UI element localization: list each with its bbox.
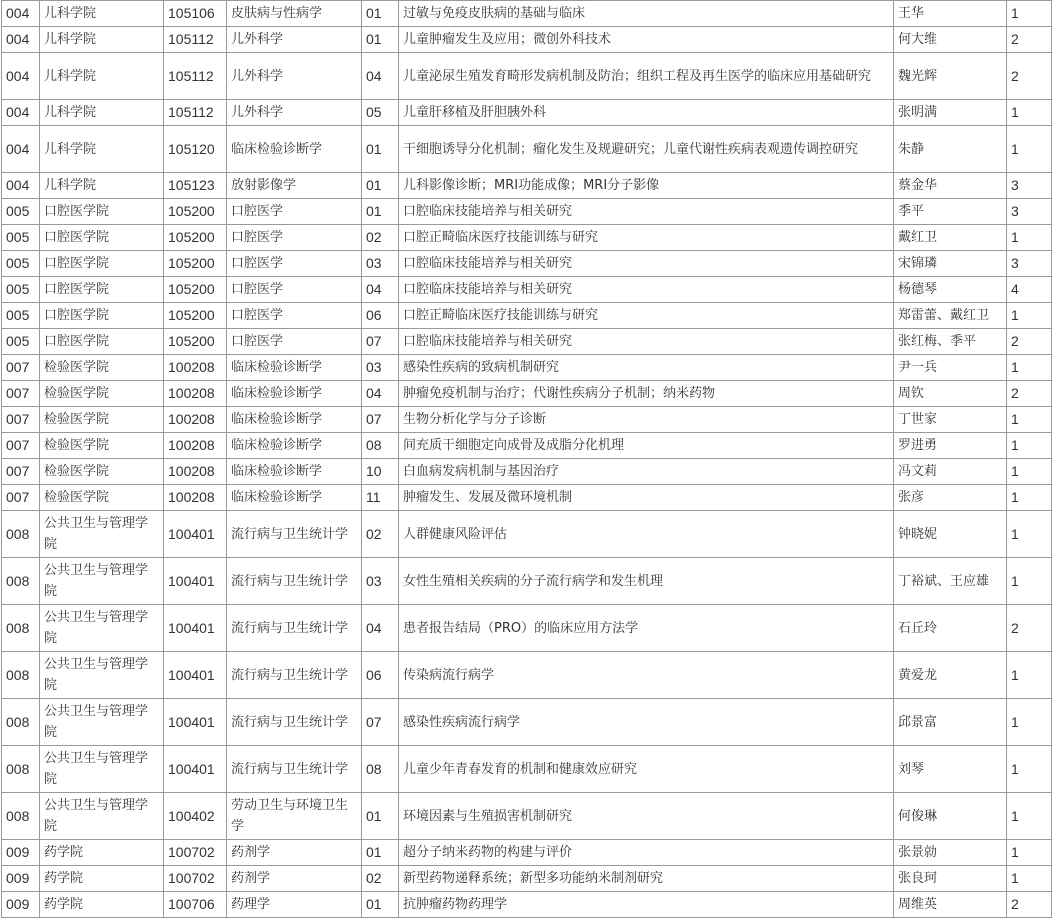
major-name-cell: 皮肤病与性病学 xyxy=(227,1,362,27)
quota-cell: 1 xyxy=(1007,433,1052,459)
supervisor-cell: 何俊琳 xyxy=(894,793,1007,840)
major-code-cell: 100208 xyxy=(164,485,227,511)
major-name-cell: 临床检验诊断学 xyxy=(227,126,362,173)
major-code-cell: 100702 xyxy=(164,866,227,892)
college-code-cell: 008 xyxy=(2,652,40,699)
major-name-cell: 流行病与卫生统计学 xyxy=(227,652,362,699)
quota-cell: 1 xyxy=(1007,793,1052,840)
research-direction-cell: 抗肿瘤药物药理学 xyxy=(399,892,894,918)
research-direction-cell: 感染性疾病流行病学 xyxy=(399,699,894,746)
major-code-cell: 105123 xyxy=(164,173,227,199)
quota-cell: 2 xyxy=(1007,27,1052,53)
major-code-cell: 105200 xyxy=(164,199,227,225)
major-name-cell: 口腔医学 xyxy=(227,199,362,225)
major-name-cell: 临床检验诊断学 xyxy=(227,485,362,511)
quota-cell: 1 xyxy=(1007,485,1052,511)
college-code-cell: 007 xyxy=(2,459,40,485)
major-name-cell: 药剂学 xyxy=(227,866,362,892)
research-direction-cell: 口腔临床技能培养与相关研究 xyxy=(399,199,894,225)
college-code-cell: 009 xyxy=(2,866,40,892)
research-direction-cell: 超分子纳米药物的构建与评价 xyxy=(399,840,894,866)
major-code-cell: 100208 xyxy=(164,381,227,407)
table-row xyxy=(2,173,1052,199)
supervisor-cell: 蔡金华 xyxy=(894,173,1007,199)
college-code-cell: 008 xyxy=(2,511,40,558)
college-code-cell: 005 xyxy=(2,199,40,225)
direction-code-cell: 01 xyxy=(362,27,399,53)
college-code-cell: 004 xyxy=(2,126,40,173)
college-name-cell: 检验医学院 xyxy=(40,407,164,433)
quota-cell: 1 xyxy=(1007,699,1052,746)
quota-cell: 2 xyxy=(1007,892,1052,918)
major-name-cell: 临床检验诊断学 xyxy=(227,381,362,407)
major-name-cell: 儿外科学 xyxy=(227,53,362,100)
quota-cell: 1 xyxy=(1007,100,1052,126)
table-row xyxy=(2,459,1052,485)
supervisor-cell: 石丘玲 xyxy=(894,605,1007,652)
major-code-cell: 105200 xyxy=(164,303,227,329)
major-code-cell: 105200 xyxy=(164,277,227,303)
major-name-cell: 放射影像学 xyxy=(227,173,362,199)
table-row xyxy=(2,699,1052,746)
table-row xyxy=(2,558,1052,605)
major-code-cell: 100208 xyxy=(164,407,227,433)
direction-code-cell: 08 xyxy=(362,746,399,793)
direction-code-cell: 01 xyxy=(362,1,399,27)
research-direction-cell: 儿童肝移植及肝胆胰外科 xyxy=(399,100,894,126)
table-row xyxy=(2,485,1052,511)
research-direction-cell: 儿童肿瘤发生及应用；微创外科技术 xyxy=(399,27,894,53)
table-row xyxy=(2,225,1052,251)
research-direction-cell: 儿科影像诊断；MRI功能成像；MRI分子影像 xyxy=(399,173,894,199)
quota-cell: 2 xyxy=(1007,53,1052,100)
research-direction-cell: 肿瘤免疫机制与治疗；代谢性疾病分子机制；纳米药物 xyxy=(399,381,894,407)
major-code-cell: 100401 xyxy=(164,746,227,793)
college-code-cell: 004 xyxy=(2,100,40,126)
college-name-cell: 公共卫生与管理学院 xyxy=(40,699,164,746)
major-name-cell: 流行病与卫生统计学 xyxy=(227,699,362,746)
research-direction-cell: 过敏与免疫皮肤病的基础与临床 xyxy=(399,1,894,27)
quota-cell: 1 xyxy=(1007,1,1052,27)
major-code-cell: 100208 xyxy=(164,433,227,459)
quota-cell: 2 xyxy=(1007,329,1052,355)
direction-code-cell: 01 xyxy=(362,199,399,225)
major-code-cell: 105112 xyxy=(164,53,227,100)
table-row xyxy=(2,1,1052,27)
college-code-cell: 009 xyxy=(2,840,40,866)
supervisor-cell: 周钦 xyxy=(894,381,1007,407)
major-name-cell: 药剂学 xyxy=(227,840,362,866)
table-row xyxy=(2,892,1052,918)
major-name-cell: 临床检验诊断学 xyxy=(227,355,362,381)
research-direction-cell: 口腔正畸临床医疗技能训练与研究 xyxy=(399,303,894,329)
enrollment-table xyxy=(1,0,1052,918)
supervisor-cell: 黄爱龙 xyxy=(894,652,1007,699)
major-code-cell: 100401 xyxy=(164,605,227,652)
table-row xyxy=(2,27,1052,53)
quota-cell: 4 xyxy=(1007,277,1052,303)
college-name-cell: 口腔医学院 xyxy=(40,251,164,277)
college-name-cell: 检验医学院 xyxy=(40,381,164,407)
table-row xyxy=(2,433,1052,459)
college-name-cell: 药学院 xyxy=(40,892,164,918)
major-name-cell: 口腔医学 xyxy=(227,329,362,355)
direction-code-cell: 08 xyxy=(362,433,399,459)
quota-cell: 2 xyxy=(1007,605,1052,652)
major-code-cell: 100208 xyxy=(164,459,227,485)
quota-cell: 1 xyxy=(1007,303,1052,329)
quota-cell: 1 xyxy=(1007,511,1052,558)
major-code-cell: 105200 xyxy=(164,225,227,251)
quota-cell: 3 xyxy=(1007,173,1052,199)
direction-code-cell: 03 xyxy=(362,251,399,277)
direction-code-cell: 04 xyxy=(362,605,399,652)
research-direction-cell: 干细胞诱导分化机制；瘤化发生及规避研究；儿童代谢性疾病表观遗传调控研究 xyxy=(399,126,894,173)
supervisor-cell: 郑雷蕾、戴红卫 xyxy=(894,303,1007,329)
major-code-cell: 105112 xyxy=(164,100,227,126)
quota-cell: 2 xyxy=(1007,381,1052,407)
college-name-cell: 公共卫生与管理学院 xyxy=(40,652,164,699)
supervisor-cell: 刘琴 xyxy=(894,746,1007,793)
research-direction-cell: 患者报告结局（PRO）的临床应用方法学 xyxy=(399,605,894,652)
college-code-cell: 008 xyxy=(2,746,40,793)
direction-code-cell: 05 xyxy=(362,100,399,126)
college-name-cell: 检验医学院 xyxy=(40,459,164,485)
supervisor-cell: 宋锦璘 xyxy=(894,251,1007,277)
major-code-cell: 100706 xyxy=(164,892,227,918)
direction-code-cell: 04 xyxy=(362,277,399,303)
table-row xyxy=(2,511,1052,558)
direction-code-cell: 01 xyxy=(362,173,399,199)
direction-code-cell: 02 xyxy=(362,866,399,892)
college-code-cell: 004 xyxy=(2,1,40,27)
research-direction-cell: 口腔正畸临床医疗技能训练与研究 xyxy=(399,225,894,251)
table-row xyxy=(2,381,1052,407)
college-code-cell: 007 xyxy=(2,381,40,407)
supervisor-cell: 罗进勇 xyxy=(894,433,1007,459)
research-direction-cell: 生物分析化学与分子诊断 xyxy=(399,407,894,433)
college-code-cell: 005 xyxy=(2,277,40,303)
table-row xyxy=(2,251,1052,277)
major-code-cell: 105200 xyxy=(164,251,227,277)
direction-code-cell: 11 xyxy=(362,485,399,511)
direction-code-cell: 03 xyxy=(362,355,399,381)
research-direction-cell: 女性生殖相关疾病的分子流行病学和发生机理 xyxy=(399,558,894,605)
research-direction-cell: 口腔临床技能培养与相关研究 xyxy=(399,329,894,355)
supervisor-cell: 王华 xyxy=(894,1,1007,27)
major-name-cell: 口腔医学 xyxy=(227,277,362,303)
major-name-cell: 药理学 xyxy=(227,892,362,918)
table-row xyxy=(2,652,1052,699)
college-code-cell: 004 xyxy=(2,27,40,53)
direction-code-cell: 07 xyxy=(362,329,399,355)
direction-code-cell: 06 xyxy=(362,303,399,329)
college-code-cell: 007 xyxy=(2,433,40,459)
major-code-cell: 100702 xyxy=(164,840,227,866)
college-name-cell: 公共卫生与管理学院 xyxy=(40,605,164,652)
table-body xyxy=(2,1,1052,918)
major-name-cell: 口腔医学 xyxy=(227,303,362,329)
major-code-cell: 100401 xyxy=(164,652,227,699)
college-code-cell: 008 xyxy=(2,558,40,605)
direction-code-cell: 01 xyxy=(362,892,399,918)
supervisor-cell: 戴红卫 xyxy=(894,225,1007,251)
major-name-cell: 儿外科学 xyxy=(227,27,362,53)
college-name-cell: 检验医学院 xyxy=(40,355,164,381)
research-direction-cell: 儿童少年青春发育的机制和健康效应研究 xyxy=(399,746,894,793)
college-code-cell: 009 xyxy=(2,892,40,918)
major-name-cell: 流行病与卫生统计学 xyxy=(227,746,362,793)
college-name-cell: 口腔医学院 xyxy=(40,199,164,225)
college-code-cell: 007 xyxy=(2,407,40,433)
direction-code-cell: 02 xyxy=(362,511,399,558)
direction-code-cell: 06 xyxy=(362,652,399,699)
research-direction-cell: 口腔临床技能培养与相关研究 xyxy=(399,251,894,277)
college-code-cell: 005 xyxy=(2,225,40,251)
college-code-cell: 004 xyxy=(2,173,40,199)
college-code-cell: 007 xyxy=(2,485,40,511)
research-direction-cell: 人群健康风险评估 xyxy=(399,511,894,558)
research-direction-cell: 感染性疾病的致病机制研究 xyxy=(399,355,894,381)
college-name-cell: 儿科学院 xyxy=(40,1,164,27)
table-row xyxy=(2,53,1052,100)
supervisor-cell: 邱景富 xyxy=(894,699,1007,746)
college-code-cell: 008 xyxy=(2,699,40,746)
college-code-cell: 007 xyxy=(2,355,40,381)
research-direction-cell: 白血病发病机制与基因治疗 xyxy=(399,459,894,485)
table-row xyxy=(2,199,1052,225)
major-name-cell: 流行病与卫生统计学 xyxy=(227,558,362,605)
major-code-cell: 100401 xyxy=(164,699,227,746)
major-code-cell: 105106 xyxy=(164,1,227,27)
supervisor-cell: 尹一兵 xyxy=(894,355,1007,381)
major-name-cell: 临床检验诊断学 xyxy=(227,407,362,433)
major-code-cell: 100402 xyxy=(164,793,227,840)
table-row xyxy=(2,329,1052,355)
college-name-cell: 儿科学院 xyxy=(40,100,164,126)
supervisor-cell: 钟晓妮 xyxy=(894,511,1007,558)
major-code-cell: 100208 xyxy=(164,355,227,381)
research-direction-cell: 新型药物递释系统；新型多功能纳米制剂研究 xyxy=(399,866,894,892)
quota-cell: 3 xyxy=(1007,251,1052,277)
supervisor-cell: 丁世家 xyxy=(894,407,1007,433)
quota-cell: 1 xyxy=(1007,652,1052,699)
major-name-cell: 口腔医学 xyxy=(227,225,362,251)
major-code-cell: 105112 xyxy=(164,27,227,53)
college-name-cell: 儿科学院 xyxy=(40,173,164,199)
college-code-cell: 005 xyxy=(2,251,40,277)
major-code-cell: 105120 xyxy=(164,126,227,173)
college-name-cell: 公共卫生与管理学院 xyxy=(40,793,164,840)
college-name-cell: 检验医学院 xyxy=(40,485,164,511)
college-name-cell: 公共卫生与管理学院 xyxy=(40,558,164,605)
table-row xyxy=(2,303,1052,329)
table-row xyxy=(2,866,1052,892)
quota-cell: 1 xyxy=(1007,746,1052,793)
research-direction-cell: 口腔临床技能培养与相关研究 xyxy=(399,277,894,303)
direction-code-cell: 07 xyxy=(362,699,399,746)
table-row xyxy=(2,277,1052,303)
table-row xyxy=(2,100,1052,126)
direction-code-cell: 01 xyxy=(362,793,399,840)
direction-code-cell: 01 xyxy=(362,840,399,866)
quota-cell: 1 xyxy=(1007,355,1052,381)
research-direction-cell: 间充质干细胞定向成骨及成脂分化机理 xyxy=(399,433,894,459)
quota-cell: 1 xyxy=(1007,866,1052,892)
college-name-cell: 药学院 xyxy=(40,866,164,892)
table-row xyxy=(2,605,1052,652)
quota-cell: 1 xyxy=(1007,225,1052,251)
direction-code-cell: 10 xyxy=(362,459,399,485)
college-code-cell: 008 xyxy=(2,605,40,652)
table-row xyxy=(2,407,1052,433)
supervisor-cell: 何大维 xyxy=(894,27,1007,53)
supervisor-cell: 冯文莉 xyxy=(894,459,1007,485)
research-direction-cell: 肿瘤发生、发展及微环境机制 xyxy=(399,485,894,511)
major-name-cell: 流行病与卫生统计学 xyxy=(227,605,362,652)
research-direction-cell: 儿童泌尿生殖发育畸形发病机制及防治；组织工程及再生医学的临床应用基础研究 xyxy=(399,53,894,100)
research-direction-cell: 传染病流行病学 xyxy=(399,652,894,699)
direction-code-cell: 03 xyxy=(362,558,399,605)
college-name-cell: 儿科学院 xyxy=(40,53,164,100)
table-row xyxy=(2,746,1052,793)
major-name-cell: 口腔医学 xyxy=(227,251,362,277)
major-code-cell: 100401 xyxy=(164,558,227,605)
college-name-cell: 口腔医学院 xyxy=(40,225,164,251)
supervisor-cell: 张景勍 xyxy=(894,840,1007,866)
supervisor-cell: 丁裕斌、王应雄 xyxy=(894,558,1007,605)
direction-code-cell: 02 xyxy=(362,225,399,251)
major-name-cell: 临床检验诊断学 xyxy=(227,459,362,485)
college-name-cell: 口腔医学院 xyxy=(40,277,164,303)
table-row xyxy=(2,840,1052,866)
direction-code-cell: 04 xyxy=(362,381,399,407)
table-row xyxy=(2,793,1052,840)
supervisor-cell: 张彦 xyxy=(894,485,1007,511)
table-row xyxy=(2,355,1052,381)
major-name-cell: 劳动卫生与环境卫生学 xyxy=(227,793,362,840)
major-name-cell: 流行病与卫生统计学 xyxy=(227,511,362,558)
supervisor-cell: 朱静 xyxy=(894,126,1007,173)
quota-cell: 1 xyxy=(1007,126,1052,173)
college-code-cell: 005 xyxy=(2,303,40,329)
college-name-cell: 公共卫生与管理学院 xyxy=(40,511,164,558)
college-code-cell: 004 xyxy=(2,53,40,100)
major-code-cell: 105200 xyxy=(164,329,227,355)
supervisor-cell: 魏光辉 xyxy=(894,53,1007,100)
supervisor-cell: 杨德琴 xyxy=(894,277,1007,303)
college-name-cell: 口腔医学院 xyxy=(40,329,164,355)
major-name-cell: 儿外科学 xyxy=(227,100,362,126)
direction-code-cell: 07 xyxy=(362,407,399,433)
quota-cell: 3 xyxy=(1007,199,1052,225)
quota-cell: 1 xyxy=(1007,459,1052,485)
quota-cell: 1 xyxy=(1007,407,1052,433)
college-code-cell: 005 xyxy=(2,329,40,355)
major-name-cell: 临床检验诊断学 xyxy=(227,433,362,459)
college-name-cell: 口腔医学院 xyxy=(40,303,164,329)
major-code-cell: 100401 xyxy=(164,511,227,558)
supervisor-cell: 张良珂 xyxy=(894,866,1007,892)
table-row xyxy=(2,126,1052,173)
quota-cell: 1 xyxy=(1007,840,1052,866)
college-code-cell: 008 xyxy=(2,793,40,840)
direction-code-cell: 01 xyxy=(362,126,399,173)
supervisor-cell: 周维英 xyxy=(894,892,1007,918)
quota-cell: 1 xyxy=(1007,558,1052,605)
direction-code-cell: 04 xyxy=(362,53,399,100)
college-name-cell: 儿科学院 xyxy=(40,27,164,53)
college-name-cell: 检验医学院 xyxy=(40,433,164,459)
college-name-cell: 公共卫生与管理学院 xyxy=(40,746,164,793)
supervisor-cell: 张红梅、季平 xyxy=(894,329,1007,355)
college-name-cell: 儿科学院 xyxy=(40,126,164,173)
supervisor-cell: 张明满 xyxy=(894,100,1007,126)
college-name-cell: 药学院 xyxy=(40,840,164,866)
supervisor-cell: 季平 xyxy=(894,199,1007,225)
research-direction-cell: 环境因素与生殖损害机制研究 xyxy=(399,793,894,840)
